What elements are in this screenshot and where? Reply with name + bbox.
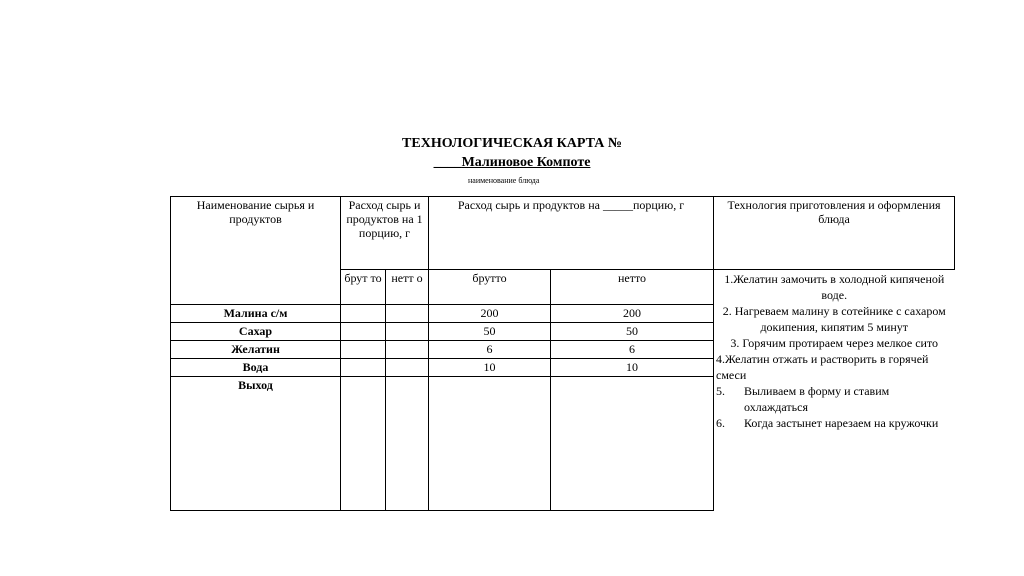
tech-step-numbered — [716, 383, 953, 415]
row-brutto: 50 — [429, 323, 551, 341]
dish-sublabel: наименование блюда — [468, 176, 540, 185]
cell-empty — [341, 377, 386, 511]
header-brutto: брутто — [429, 270, 551, 305]
row-name: Вода — [171, 359, 341, 377]
header-technology: Технология приготовления и оформления блюда — [714, 197, 955, 270]
cell-empty — [386, 377, 429, 511]
tech-step: 4.Желатин отжать и растворить в горячей смеси — [716, 352, 929, 382]
document-title: ТЕХНОЛОГИЧЕСКАЯ КАРТА № — [402, 136, 622, 151]
row-name: Сахар — [171, 323, 341, 341]
cell-empty — [341, 305, 386, 323]
row-netto: 200 — [551, 305, 714, 323]
tech-step: 3. Горячим протираем через мелкое сито — [730, 336, 939, 350]
header-netto: нетто — [551, 270, 714, 305]
header-per-portion: Расход сырь и продуктов на 1 порцию, г — [341, 197, 429, 270]
header-row — [171, 197, 955, 270]
header-brutto-short: брут то — [341, 270, 386, 305]
tech-step-number: 6. — [716, 416, 725, 430]
dish-name-line — [0, 155, 1024, 171]
cell-empty — [386, 323, 429, 341]
tech-step-text: Когда застынет нарезаем на кружочки — [744, 416, 939, 430]
row-name: Выход — [171, 377, 341, 511]
dish-blank-line: ____ — [433, 155, 462, 170]
cell-empty — [386, 359, 429, 377]
tech-step-numbered — [716, 415, 953, 431]
technology-cell — [714, 270, 955, 511]
header-per-n-portions: Расход сырь и продуктов на _____порцию, г — [429, 197, 714, 270]
tech-step: 1.Желатин замочить в холодной кипяченой воде. — [724, 272, 945, 302]
row-brutto — [429, 377, 551, 511]
tech-step-number: 5. — [716, 384, 725, 398]
technology-text — [716, 271, 953, 431]
tech-step: 2. Нагреваем малину в сотейнике с сахаром докипения, кипятим 5 минут — [722, 304, 946, 334]
row-name: Малина с/м — [171, 305, 341, 323]
row-netto — [551, 377, 714, 511]
cell-empty — [386, 341, 429, 359]
row-brutto: 200 — [429, 305, 551, 323]
tech-step-text: Выливаем в форму и ставим охлаждаться — [744, 384, 890, 414]
cell-empty — [386, 305, 429, 323]
row-name: Желатин — [171, 341, 341, 359]
tech-card-table — [170, 196, 955, 511]
row-netto: 6 — [551, 341, 714, 359]
row-brutto: 6 — [429, 341, 551, 359]
header-product: Наименование сырья и продуктов — [171, 197, 341, 305]
row-brutto: 10 — [429, 359, 551, 377]
header-netto-short: нетт о — [386, 270, 429, 305]
dish-name: Малиновое Компоте — [461, 155, 591, 170]
cell-empty — [341, 341, 386, 359]
cell-empty — [341, 323, 386, 341]
row-netto: 50 — [551, 323, 714, 341]
cell-empty — [341, 359, 386, 377]
row-netto: 10 — [551, 359, 714, 377]
